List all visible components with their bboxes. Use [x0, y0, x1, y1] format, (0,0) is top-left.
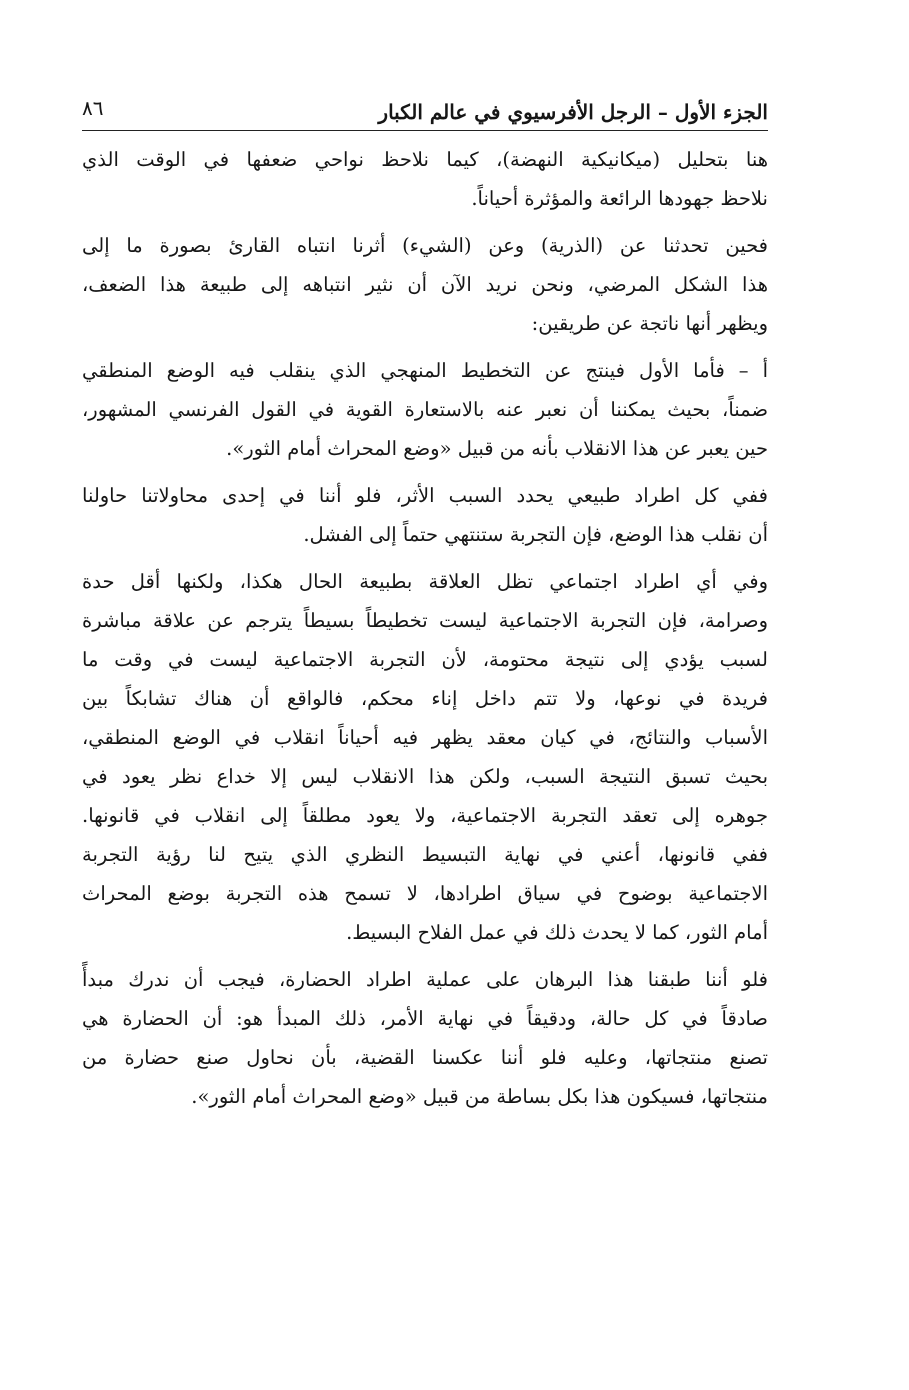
text-line: منتجاتها، فسيكون هذا بكل بساطة من قبيل «وضع المحراث أمام الثور». — [191, 1085, 768, 1108]
text-line: هذا الشكل المرضي، ونحن نريد الآن أن نثير انتباهه إلى طبيعة هذا الضعف، — [82, 273, 768, 296]
paragraph-5 — [82, 562, 768, 952]
text-line: حين يعبر عن هذا الانقلاب بأنه من قبيل «وضع المحراث أمام الثور». — [226, 437, 768, 460]
page-number: ٨٦ — [82, 96, 104, 120]
text-line: تصنع منتجاتها، وعليه فلو أننا عكسنا القضية، بأن نحاول صنع حضارة من — [82, 1046, 768, 1069]
text-line: وفي أي اطراد اجتماعي تظل العلاقة بطبيعة الحال هكذا، ولكنها أقل حدة — [82, 570, 768, 593]
paragraph-1 — [82, 140, 768, 218]
text-line: فحين تحدثنا عن (الذرية) وعن (الشيء) أثرنا انتباه القارئ بصورة ما إلى — [82, 234, 768, 257]
text-line: صادقاً في كل حالة، ودقيقاً في نهاية الأمر، ذلك المبدأ هو: أن الحضارة هي — [82, 1007, 768, 1030]
text-line: ضمناً، بحيث يمكننا أن نعبر عنه بالاستعارة القوية في القول الفرنسي المشهور، — [82, 398, 768, 421]
text-line: فريدة في نوعها، ولا تتم داخل إناء محكم، فالواقع أن هناك تشابكاً بين — [82, 687, 768, 710]
text-line: أن نقلب هذا الوضع، فإن التجربة ستنتهي حتماً إلى الفشل. — [303, 523, 768, 546]
text-line: الأسباب والنتائج، في كيان معقد يظهر فيه أحياناً انقلاب في الوضع المنطقي، — [82, 726, 768, 749]
text-line: هنا بتحليل (ميكانيكية النهضة)، كيما نلاحظ نواحي ضعفها في الوقت الذي — [82, 148, 768, 171]
text-line: لسبب يؤدي إلى نتيجة محتومة، لأن التجربة الاجتماعية ليست في وقت ما — [82, 648, 768, 671]
body-text — [82, 140, 768, 1124]
text-line: جوهره إلى تعقد التجربة الاجتماعية، ولا يعود مطلقاً إلى انقلاب في قانونها. — [82, 804, 768, 827]
text-line: نلاحظ جهودها الرائعة والمؤثرة أحياناً. — [471, 187, 768, 210]
text-line: وصرامة، فإن التجربة الاجتماعية ليست تخطيطاً بسيطاً يترجم عن علاقة مباشرة — [82, 609, 768, 632]
text-line: ويظهر أنها ناتجة عن طريقين: — [531, 312, 768, 335]
text-line: أمام الثور، كما لا يحدث ذلك في عمل الفلاح البسيط. — [346, 921, 768, 944]
text-line: ففي قانونها، أعني في نهاية التبسيط النظري الذي يتيح لنا رؤية التجربة — [82, 843, 768, 866]
text-line: أ – فأما الأول فينتج عن التخطيط المنهجي الذي ينقلب فيه الوضع المنطقي — [82, 359, 768, 382]
running-title: الجزء الأول – الرجل الأفرسيوي في عالم الكبار — [378, 100, 768, 124]
running-header — [82, 84, 768, 131]
paragraph-4 — [82, 476, 768, 554]
text-line: الاجتماعية بوضوح في سياق اطرادها، لا تسمح هذه التجربة بوضع المحراث — [82, 882, 768, 905]
text-line: بحيث تسبق النتيجة السبب، ولكن هذا الانقلاب ليس إلا خداع نظر يعود في — [82, 765, 768, 788]
text-line: ففي كل اطراد طبيعي يحدد السبب الأثر، فلو أننا في إحدى محاولاتنا حاولنا — [82, 484, 768, 507]
paragraph-2 — [82, 226, 768, 343]
text-line: فلو أننا طبقنا هذا البرهان على عملية اطراد الحضارة، فيجب أن ندرك مبدأً — [82, 968, 768, 991]
paragraph-3 — [82, 351, 768, 468]
paragraph-6 — [82, 960, 768, 1116]
